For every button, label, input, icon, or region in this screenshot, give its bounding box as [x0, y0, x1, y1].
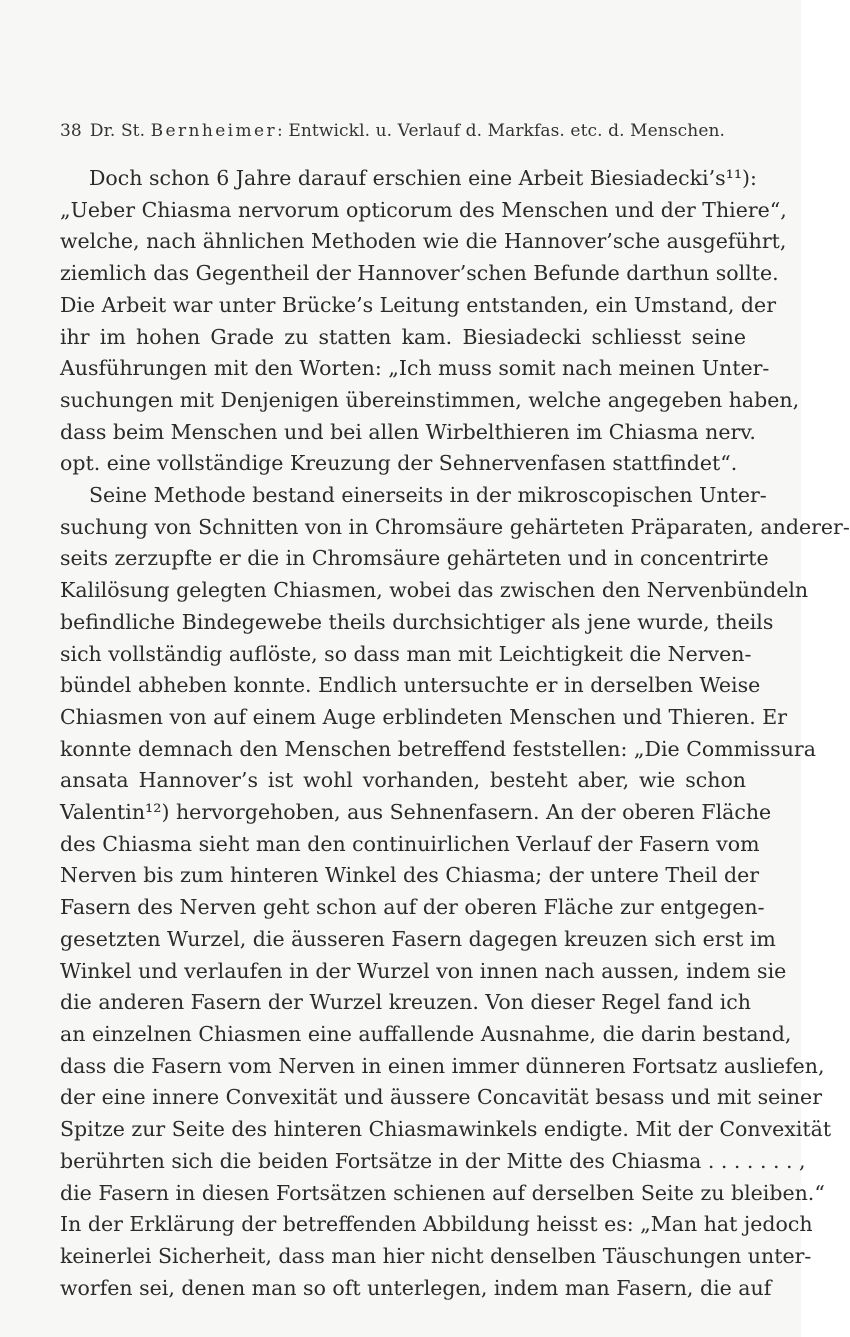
text-line: Die Arbeit war unter Brücke’s Leitung entstanden, ein Umstand, der: [60, 292, 776, 317]
text-line: suchungen mit Denjenigen übereinstimmen, welche angegeben haben,: [60, 387, 800, 412]
text-line: Chiasmen von auf einem Auge erblindeten Menschen und Thieren. Er: [60, 704, 788, 729]
text-line: konnte demnach den Menschen betreffend feststellen: „Die Commissura: [60, 736, 816, 761]
text-line: Ausführungen mit den Worten: „Ich muss somit nach meinen Unter-: [60, 356, 770, 381]
header-author-prefix: Dr. St.: [89, 121, 151, 141]
text-line: bündel abheben konnte. Endlich untersuchte er in derselben Weise: [60, 673, 761, 698]
text-line: Valentin¹²) hervorgehoben, aus Sehnenfasern. An der oberen Fläche: [60, 800, 772, 825]
text-line: seits zerzupfte er die in Chromsäure gehärteten und in concentrirte: [60, 546, 769, 571]
text-line: ansata Hannover’s ist wohl vorhanden, besteht aber, wie schon: [60, 768, 746, 793]
text-line: Fasern des Nerven geht schon auf der oberen Fläche zur entgegen-: [60, 895, 765, 920]
text-line: die Fasern in diesen Fortsätzen schienen auf derselben Seite zu bleiben.“: [60, 1180, 825, 1205]
text-line: an einzelnen Chiasmen eine auffallende Ausnahme, die darin bestand,: [60, 1021, 792, 1046]
text-line: sich vollständig auflöste, so dass man mit Leichtigkeit die Nerven-: [60, 641, 752, 666]
text-line: ziemlich das Gegentheil der Hannover’schen Befunde darthun sollte.: [60, 261, 779, 286]
page-number: 38: [60, 121, 82, 141]
text-line: Winkel und verlaufen in der Wurzel von innen nach aussen, indem sie: [60, 958, 787, 983]
body-text: [60, 163, 850, 1304]
text-line: der eine innere Convexität und äussere Concavität besass und mit seiner: [60, 1085, 822, 1110]
text-line: worfen sei, denen man so oft unterlegen, indem man Fasern, die auf: [60, 1275, 772, 1300]
text-line: In der Erklärung der betreffenden Abbildung heisst es: „Man hat jedoch: [60, 1212, 813, 1237]
text-line: Kalilösung gelegten Chiasmen, wobei das zwischen den Nervenbündeln: [60, 578, 809, 603]
text-line: des Chiasma sieht man den continuirlichen Verlauf der Fasern vom: [60, 831, 760, 856]
text-line: Nerven bis zum hinteren Winkel des Chiasma; der untere Theil der: [60, 863, 760, 888]
text-line: dass die Fasern vom Nerven in einen immer dünneren Fortsatz ausliefen,: [60, 1053, 825, 1078]
text-line: suchung von Schnitten von in Chromsäure gehärteten Präparaten, anderer-: [60, 514, 850, 539]
text-line: dass beim Menschen und bei allen Wirbelthieren im Chiasma nerv.: [60, 419, 756, 444]
header-title: : Entwickl. u. Verlauf d. Markfas. etc. d. Menschen.: [277, 121, 726, 141]
text-line: opt. eine vollständige Kreuzung der Sehnervenfasen stattfindet“.: [60, 451, 738, 476]
header-author-name: Bernheimer: [150, 121, 278, 141]
text-line: keinerlei Sicherheit, dass man hier nicht denselben Täuschungen unter-: [60, 1243, 812, 1268]
text-line: Seine Methode bestand einerseits in der mikroscopischen Unter-: [89, 483, 767, 508]
text-line: die anderen Fasern der Wurzel kreuzen. Von dieser Regel fand ich: [60, 990, 751, 1015]
text-line: welche, nach ähnlichen Methoden wie die Hannover’sche ausgeführt,: [60, 229, 787, 254]
text-line: Doch schon 6 Jahre darauf erschien eine Arbeit Biesiadecki’s¹¹):: [89, 166, 757, 190]
text-line: „Ueber Chiasma nervorum opticorum des Menschen und der Thiere“,: [60, 197, 787, 222]
text-line: berührten sich die beiden Fortsätze in der Mitte des Chiasma . . . . . . . ,: [60, 1148, 806, 1173]
text-line: Spitze zur Seite des hinteren Chiasmawinkels endigte. Mit der Convexität: [60, 1117, 832, 1142]
running-header: [60, 121, 760, 141]
text-line: ihr im hohen Grade zu statten kam. Biesiadecki schliesst seine: [60, 324, 746, 349]
text-line: befindliche Bindegewebe theils durchsichtiger als jene wurde, theils: [60, 609, 774, 634]
text-line: gesetzten Wurzel, die äusseren Fasern dagegen kreuzen sich erst im: [60, 926, 776, 951]
